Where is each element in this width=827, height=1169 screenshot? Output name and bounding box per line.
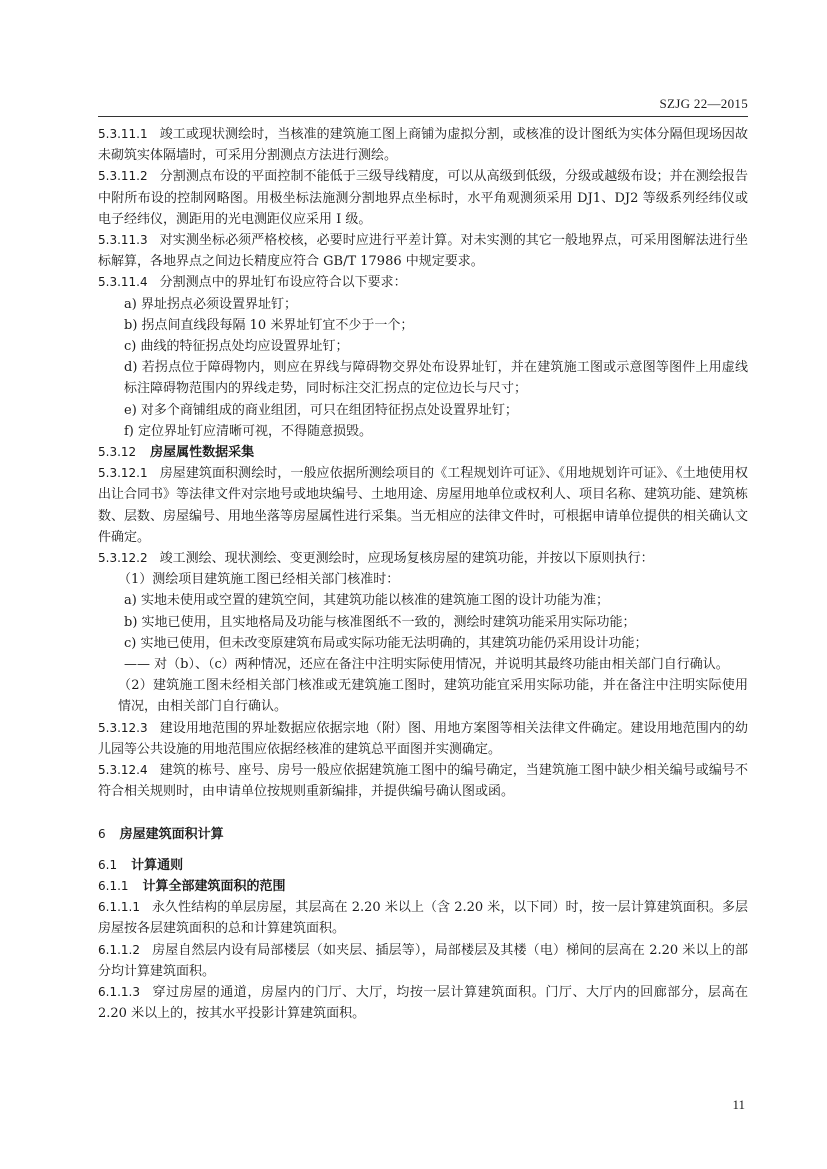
clause-number: 5.3.11.1 bbox=[98, 127, 148, 141]
clause-text: 房屋自然层内设有局部楼层（如夹层、插层等），局部楼层及其楼（电）梯间的层高在 2.20 米以上的部分均计算建筑面积。 bbox=[98, 942, 748, 979]
list-item-b: b) 拐点间直线段每隔 10 米界址钉宜不少于一个； bbox=[124, 317, 414, 333]
chapter-heading-6 bbox=[98, 824, 748, 845]
clause-text: 房屋建筑面积测绘时，一般应依据所测绘项目的《工程规划许可证》、《用地规划许可证》、《土地使用权出让合同书》等法律文件对宗地号或地块编号、土地用途、房屋用地单位或权利人、项目名称、建筑功能、建筑栋数、层数、房屋编号、用地坐落等房屋属性进行采集。当无相应的法律文件时，可根据申请单位提供的相关确认文件确定。 bbox=[98, 466, 749, 545]
heading-text: 房屋建筑面积计算 bbox=[119, 826, 224, 842]
sub-clause-1: （1）测绘项目建筑施工图已经相关部门核准时： bbox=[118, 572, 400, 588]
clause-text: 对实测坐标必须严格校核，必要时应进行平差计算。对未实测的其它一般地界点，可采用图解法进行坐标解算，各地界点之间边长精度应符合 GB/T 17986 中规定要求。 bbox=[98, 233, 748, 270]
clause-number: 5.3.11.2 bbox=[98, 169, 148, 184]
clause-number: 5.3.12.4 bbox=[98, 763, 148, 778]
clause-5-3-11-4 bbox=[98, 272, 748, 293]
clause-number: 6.1.1.1 bbox=[98, 900, 140, 915]
clause-number: 5.3.12.3 bbox=[98, 720, 148, 735]
heading-text: 计算全部建筑面积的范围 bbox=[142, 878, 286, 894]
clause-text: 分割测点布设的平面控制不能低于三级导线精度，可以从高级到低级，分级或越级布设；并在测绘报告中附所布设的控制网略图。用极坐标法施测分割地界点坐标时，水平角观测须采用 DJ1、DJ2 等级系列经纬仪或电子经纬仪，测距用的光电测距仪应采用 I 级。 bbox=[98, 169, 748, 227]
section-spacer bbox=[98, 803, 748, 824]
dash-note: —— 对（b）、（c）两种情况，还应在备注中注明实际使用情况，并说明其最终功能由相关部门自行确认。 bbox=[124, 657, 729, 673]
standard-code: SZJG 22—2015 bbox=[659, 96, 748, 111]
clause-5-3-11-3 bbox=[98, 230, 748, 272]
clause-text: 竣工或现状测绘时，当核准的建筑施工图上商铺为虚拟分割，或核准的设计图纸为实体分隔但现场因故未砌筑实体隔墙时，可采用分割测点方法进行测绘。 bbox=[98, 127, 748, 164]
heading-number: 6.1.1 bbox=[98, 878, 129, 893]
section-heading-6-1-1 bbox=[98, 876, 748, 897]
clause-5-3-12-2 bbox=[98, 548, 748, 569]
list-item-c: c) 实地已使用，但未改变原建筑布局或实际功能无法明确的，其建筑功能仍采用设计功能； bbox=[124, 635, 648, 651]
section-heading-6-1 bbox=[98, 855, 748, 876]
clause-number: 5.3.12.2 bbox=[98, 551, 148, 566]
header-rule bbox=[98, 116, 748, 117]
clause-6-1-1-3 bbox=[98, 982, 748, 1024]
clause-5-3-11-2 bbox=[98, 166, 748, 230]
clause-6-1-1-2 bbox=[98, 940, 748, 982]
list-item-f: f) 定位界址钉应清晰可视，不得随意损毁。 bbox=[124, 423, 373, 439]
clause-5-3-12-4 bbox=[98, 760, 748, 802]
list-item-b: b) 实地已使用，且实地格局及功能与核准图纸不一致的，测绘时建筑功能采用实际功能； bbox=[124, 614, 636, 630]
clause-number: 5.3.12.1 bbox=[98, 466, 148, 481]
list-item-c: c) 曲线的特征拐点处均应设置界址钉； bbox=[124, 339, 349, 355]
clause-text: 竣工测绘、现状测绘、变更测绘时，应现场复核房屋的建筑功能，并按以下原则执行： bbox=[159, 551, 654, 567]
list-item-e: e) 对多个商铺组成的商业组团，可只在组团特征拐点处设置界址钉； bbox=[124, 402, 518, 418]
heading-number: 6.1 bbox=[98, 857, 118, 872]
clause-number: 6.1.1.2 bbox=[98, 942, 140, 957]
page-number: 11 bbox=[732, 1097, 745, 1112]
clause-number: 5.3.11.3 bbox=[98, 233, 148, 248]
list-item-a: a) 界址拐点必须设置界址钉； bbox=[124, 296, 297, 312]
sub-clause-2: （2）建筑施工图未经相关部门核准或无建筑施工图时，建筑功能宜采用实际功能，并在备注中注明实际使用情况，由相关部门自行确认。 bbox=[118, 678, 748, 715]
clause-text: 穿过房屋的通道，房屋内的门厅、大厅，均按一层计算建筑面积。门厅、大厅内的回廊部分，层高在 2.20 米以上的，按其水平投影计算建筑面积。 bbox=[98, 984, 748, 1022]
clause-5-3-12-3 bbox=[98, 718, 748, 760]
heading-text: 计算通则 bbox=[131, 857, 184, 873]
clause-6-1-1-1 bbox=[98, 897, 748, 939]
clause-number: 5.3.11.4 bbox=[98, 275, 148, 290]
clause-text: 分割测点中的界址钉布设应符合以下要求： bbox=[159, 275, 407, 291]
heading-text: 房屋属性数据采集 bbox=[150, 445, 255, 461]
clause-5-3-11-1 bbox=[98, 124, 748, 166]
clause-text: 建筑的栋号、座号、房号一般应依据建筑施工图中的编号确定，当建筑施工图中缺少相关编号或编号不符合相关规则时，由申请单位按规则重新编排，并提供编号确认图或函。 bbox=[98, 763, 748, 800]
clause-text: 建设用地范围的界址数据应依据宗地（附）图、用地方案图等相关法律文件确定。建设用地范围内的幼儿园等公共设施的用地范围应依据经核准的建筑总平面图并实测确定。 bbox=[98, 720, 748, 757]
section-spacer bbox=[98, 845, 748, 855]
clause-number: 6.1.1.3 bbox=[98, 984, 140, 999]
clause-5-3-12-1 bbox=[98, 463, 748, 548]
list-item-a: a) 实地未使用或空置的建筑空间，其建筑功能以核准的建筑施工图的设计功能为准； bbox=[124, 593, 609, 609]
heading-number: 5.3.12 bbox=[98, 445, 137, 460]
heading-number: 6 bbox=[98, 826, 106, 841]
page-body bbox=[98, 124, 748, 1024]
clause-text: 永久性结构的单层房屋，其层高在 2.20 米以上（含 2.20 米，以下同）时，按一层计算建筑面积。多层房屋按各层建筑面积的总和计算建筑面积。 bbox=[98, 900, 748, 937]
section-heading-5-3-12 bbox=[98, 442, 748, 463]
list-item-d: d) 若拐点位于障碍物内，则应在界线与障碍物交界处布设界址钉，并在建筑施工图或示意图等图件上用虚线标注障碍物范围内的界线走势，同时标注交汇拐点的定位边长与尺寸； bbox=[124, 360, 748, 397]
